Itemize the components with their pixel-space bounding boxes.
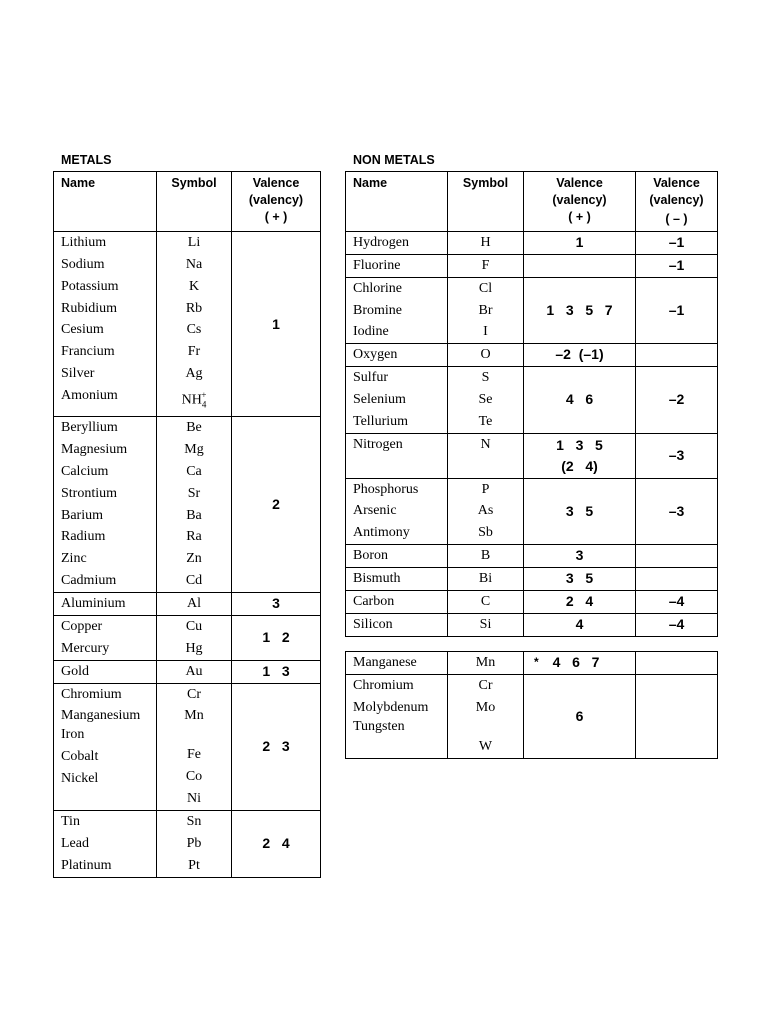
asterisk-mark: *: [534, 655, 539, 670]
element-name: Beryllium: [61, 420, 118, 436]
nonmetals-symbol-header: Symbol: [448, 172, 524, 232]
metals-group-names: [54, 592, 157, 615]
element-name: Zinc: [61, 551, 87, 567]
negative-valence-header-line1: Valence: [653, 176, 700, 190]
element-name: Manganesium: [61, 708, 141, 724]
metals-valence-header-line3: ( + ): [264, 210, 288, 224]
metals-group-row: [54, 683, 321, 810]
positive-valence-value: 2 4: [565, 592, 594, 609]
element-symbol: Mn: [184, 708, 204, 724]
element-name: Tin: [61, 814, 80, 830]
negative-valence: –1: [636, 254, 718, 277]
element-symbol: Al: [187, 595, 201, 611]
nonmetals-group-symbols: [448, 277, 524, 344]
element-name: Antimony: [353, 525, 410, 541]
positive-valence: [524, 232, 636, 255]
element-name: Nitrogen: [353, 436, 403, 452]
nonmetals-header-row: [346, 172, 718, 232]
element-symbol: H: [480, 235, 491, 250]
positive-valence-header-line3: ( + ): [568, 210, 591, 224]
metals-group-valence: 1 3: [232, 660, 321, 683]
element-symbol: Cr: [478, 677, 493, 693]
positive-valence: [524, 433, 636, 478]
nonmetals-group-names: [346, 277, 448, 344]
element-symbol: Cr: [187, 686, 201, 702]
element-symbol: Fr: [187, 344, 201, 360]
nonmetals-group-symbols: [448, 433, 524, 478]
element-name: Iodine: [353, 324, 389, 340]
negative-valence: –1: [636, 277, 718, 344]
element-symbol: Rb: [185, 300, 203, 316]
element-symbol: K: [188, 278, 200, 294]
element-symbol: Ra: [186, 529, 202, 545]
nonmetals-group-symbols: [448, 254, 524, 277]
metals-valence-header: [232, 172, 321, 232]
metals-group-names: [54, 232, 157, 417]
nonmetals-group-row: [346, 674, 718, 758]
nonmetals-group-row: [346, 232, 718, 255]
element-symbol: Ag: [185, 366, 203, 382]
negative-valence-header-line3: ( – ): [665, 212, 688, 226]
negative-valence: [636, 652, 718, 675]
element-symbol: Ca: [186, 463, 202, 479]
element-symbol: Au: [185, 663, 203, 679]
element-symbol: Sb: [478, 525, 493, 541]
element-symbol: Cd: [185, 573, 203, 589]
nonmetals-positive-valence-header: [524, 172, 636, 232]
element-symbol: Cu: [185, 618, 203, 634]
element-name: Platinum: [61, 857, 112, 873]
metals-group-symbols: [157, 615, 232, 660]
element-name: Amonium: [61, 387, 118, 403]
element-name: Silicon: [353, 616, 393, 632]
element-symbol: As: [477, 503, 494, 519]
nonmetals-group-row: [346, 367, 718, 434]
element-symbol: Pb: [186, 835, 202, 851]
positive-valence-value: 3 5: [565, 502, 594, 519]
element-name: Cesium: [61, 322, 104, 338]
metals-name-header: Name: [54, 172, 157, 232]
element-symbol: Li: [187, 235, 201, 250]
positive-valence-value: (2 4): [561, 457, 598, 474]
metals-group-valence: 2: [232, 417, 321, 593]
element-name: Carbon: [353, 593, 395, 609]
positive-valence: [524, 254, 636, 277]
element-name: Bromine: [353, 302, 402, 318]
nonmetals-group-names: [346, 433, 448, 478]
nonmetals-group-symbols: [448, 367, 524, 434]
nonmetals-group-row: [346, 277, 718, 344]
element-name: Oxygen: [353, 347, 398, 363]
element-name: Nickel: [61, 771, 99, 787]
metals-group-names: [54, 683, 157, 810]
nonmetals-group-names: [346, 652, 448, 675]
element-symbol: Mn: [475, 655, 496, 670]
positive-valence-value: –2 (–1): [555, 346, 604, 363]
element-name: Cobalt: [61, 749, 99, 765]
nonmetals-group-row: [346, 567, 718, 590]
negative-valence: [636, 545, 718, 568]
metals-group-symbols: [157, 683, 232, 810]
negative-valence: [636, 567, 718, 590]
metals-group-row: [54, 592, 321, 615]
element-name: Sulfur: [353, 370, 388, 386]
metals-group-names: [54, 417, 157, 593]
nonmetals-group-symbols: [448, 590, 524, 613]
element-name: Aluminium: [61, 595, 126, 611]
metals-valence-header-line1: Valence: [252, 176, 300, 190]
element-name: Sodium: [61, 256, 105, 272]
nonmetals-group-row: [346, 613, 718, 636]
nonmetals-negative-valence-header: [636, 172, 718, 232]
element-symbol: B: [480, 548, 491, 564]
nonmetals-group-names: [346, 367, 448, 434]
nonmetals-group-names: [346, 590, 448, 613]
negative-valence: –3: [636, 433, 718, 478]
metals-group-symbols: [157, 417, 232, 593]
element-symbol: Cl: [478, 280, 493, 296]
positive-valence-value: 1: [575, 234, 584, 250]
element-symbol: Sr: [187, 485, 201, 501]
nonmetals-group-names: [346, 344, 448, 367]
element-name: Lithium: [61, 235, 107, 250]
element-symbol: W: [478, 738, 493, 754]
element-name: Francium: [61, 344, 115, 360]
element-name: Arsenic: [353, 503, 397, 519]
positive-valence: [524, 613, 636, 636]
nonmetals-group-row: [346, 590, 718, 613]
element-symbol: O: [480, 347, 491, 363]
element-symbol: F: [481, 257, 490, 273]
metals-group-names: [54, 615, 157, 660]
positive-valence: [524, 652, 636, 675]
negative-valence: –3: [636, 478, 718, 545]
element-name: Chromium: [61, 686, 122, 702]
negative-valence: –4: [636, 590, 718, 613]
element-name: Chlorine: [353, 280, 402, 296]
nonmetals-table: [345, 171, 718, 637]
element-symbol: Ni: [187, 791, 201, 807]
metals-group-valence: 2 3: [232, 683, 321, 810]
element-name: Strontium: [61, 485, 118, 501]
positive-valence: [524, 567, 636, 590]
element-symbol: C: [480, 593, 491, 609]
nonmetals-group-symbols: [448, 567, 524, 590]
metals-group-names: [54, 811, 157, 878]
positive-valence-value: 1 3 5: [556, 436, 603, 453]
nonmetals-group-names: [346, 232, 448, 255]
element-symbol: Si: [479, 616, 492, 632]
metals-group-symbols: [157, 592, 232, 615]
element-name: Molybdenum: [353, 699, 429, 715]
metals-group-row: [54, 417, 321, 593]
element-name: Silver: [61, 366, 95, 382]
element-name: Radium: [61, 529, 106, 545]
element-name: Rubidium: [61, 300, 118, 316]
element-name: Mercury: [61, 640, 110, 656]
nonmetals-title: NON METALS: [353, 153, 435, 167]
positive-valence-value: 4 6 7: [552, 654, 600, 671]
positive-valence: [524, 545, 636, 568]
element-symbol: Cs: [186, 322, 202, 338]
element-name: Tellurium: [353, 413, 409, 429]
positive-valence-value: 1 3 5 7: [546, 301, 613, 318]
positive-valence-value: 3 5: [565, 569, 594, 586]
metals-group-symbols: [157, 811, 232, 878]
positive-valence: [524, 590, 636, 613]
element-name: Potassium: [61, 278, 119, 294]
metals-group-symbols: [157, 660, 232, 683]
element-symbol: I: [483, 324, 488, 340]
element-symbol: Ba: [186, 507, 202, 523]
metals-title: METALS: [61, 153, 112, 167]
metals-valence-header-line2: (valency): [248, 193, 304, 207]
element-name: Gold: [61, 663, 89, 679]
element-symbol: Hg: [185, 640, 203, 656]
element-symbol: Fe: [187, 747, 201, 763]
nonmetals-group-symbols: [448, 613, 524, 636]
nonmetals-group-row: [346, 433, 718, 478]
metals-symbol-header: Symbol: [157, 172, 232, 232]
element-symbol: Bi: [478, 570, 493, 586]
nonmetals-name-header: Name: [346, 172, 448, 232]
nonmetals-group-names: [346, 254, 448, 277]
nonmetals-group-names: [346, 674, 448, 758]
element-name: Calcium: [61, 463, 109, 479]
nonmetals-group-row: [346, 254, 718, 277]
ammonium-symbol: $NH_4^+$: [181, 389, 207, 410]
nonmetals-group-row: [346, 478, 718, 545]
negative-valence: [636, 674, 718, 758]
nonmetals-group-symbols: [448, 652, 524, 675]
positive-valence-value: 6: [575, 707, 584, 724]
element-symbol: Be: [186, 420, 202, 436]
positive-valence-value: 3: [575, 547, 584, 564]
positive-valence-header-line2: (valency): [552, 193, 607, 207]
nonmetals-group-names: [346, 567, 448, 590]
element-name: Magnesium: [61, 442, 128, 458]
nonmetals-group-row: [346, 652, 718, 675]
element-name: Barium: [61, 507, 103, 523]
positive-valence-value: 4: [575, 615, 584, 632]
nonmetals-group-row: [346, 545, 718, 568]
element-symbol: N: [480, 436, 491, 452]
element-symbol: [448, 455, 523, 477]
negative-valence: [636, 344, 718, 367]
element-symbol: Se: [478, 391, 493, 407]
negative-valence-header-line2: (valency): [649, 193, 704, 207]
positive-valence: [524, 367, 636, 434]
positive-valence-value: 4 6: [565, 391, 594, 408]
metals-group-row: [54, 660, 321, 683]
positive-valence: [524, 277, 636, 344]
positive-valence: [524, 344, 636, 367]
element-symbol: Zn: [186, 551, 202, 567]
element-symbol: Co: [185, 769, 203, 785]
element-symbol: Pt: [188, 857, 200, 873]
positive-valence: [524, 478, 636, 545]
transition-metals-table: [345, 651, 718, 759]
nonmetals-group-symbols: [448, 674, 524, 758]
metals-group-names: [54, 660, 157, 683]
metals-group-row: [54, 615, 321, 660]
nonmetals-group-names: [346, 613, 448, 636]
element-symbol: Mo: [475, 699, 496, 715]
nonmetals-group-symbols: [448, 232, 524, 255]
element-name: Phosphorus: [353, 481, 419, 497]
element-symbol: Sn: [186, 814, 202, 830]
element-name: Manganese: [353, 655, 417, 670]
nonmetals-group-symbols: [448, 478, 524, 545]
element-name: Selenium: [353, 391, 406, 407]
element-symbol: Te: [478, 413, 493, 429]
element-symbol: Mg: [184, 442, 204, 458]
negative-valence: –1: [636, 232, 718, 255]
element-name: Lead: [61, 835, 89, 851]
positive-valence: [524, 674, 636, 758]
metals-group-valence: 2 4: [232, 811, 321, 878]
metals-group-row: [54, 811, 321, 878]
element-symbol: Br: [478, 302, 493, 318]
element-symbol: S: [481, 370, 490, 386]
element-name: Bismuth: [353, 570, 401, 586]
metals-header-row: [54, 172, 321, 232]
metals-group-row: [54, 232, 321, 417]
element-name: Chromium: [353, 677, 414, 693]
element-symbol: Na: [185, 256, 203, 272]
element-name: Tungsten: [353, 718, 405, 734]
element-name: Hydrogen: [353, 235, 409, 250]
element-name: Fluorine: [353, 257, 401, 273]
positive-valence-header-line1: Valence: [556, 176, 603, 190]
nonmetals-group-symbols: [448, 545, 524, 568]
element-name: Copper: [61, 618, 103, 634]
negative-valence: –2: [636, 367, 718, 434]
metals-group-valence: 1: [232, 232, 321, 417]
nonmetals-group-names: [346, 478, 448, 545]
nonmetals-group-names: [346, 545, 448, 568]
element-name: Iron: [61, 727, 85, 743]
nonmetals-group-row: [346, 344, 718, 367]
element-name: Boron: [353, 548, 388, 564]
metals-group-valence: 3: [232, 592, 321, 615]
metals-table: [53, 171, 321, 878]
element-name: Cadmium: [61, 573, 117, 589]
nonmetals-group-symbols: [448, 344, 524, 367]
metals-group-valence: 1 2: [232, 615, 321, 660]
negative-valence: –4: [636, 613, 718, 636]
metals-group-symbols: [157, 232, 232, 417]
element-symbol: P: [481, 481, 490, 497]
